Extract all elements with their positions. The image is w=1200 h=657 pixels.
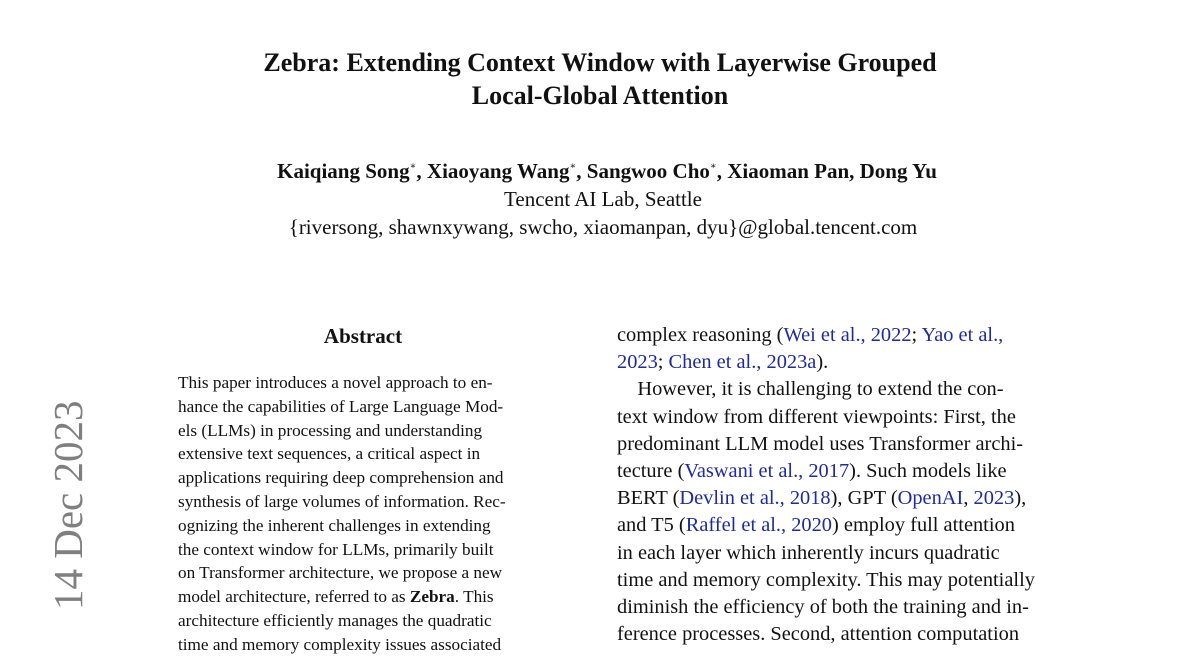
paper-title: [0, 46, 1200, 112]
abstract-line: [178, 633, 558, 657]
text-run: This paper introduces a novel approach to en-: [178, 373, 493, 392]
equal-contribution-mark: ∗: [709, 161, 717, 172]
body-line: [617, 567, 1077, 594]
abstract-line: [178, 609, 558, 633]
text-run: architecture efficiently manages the quadratic: [178, 610, 492, 630]
body-line: [617, 376, 1077, 403]
abstract-line: [178, 395, 558, 419]
text-run: ) employ full attention: [832, 514, 1015, 537]
citation-link[interactable]: Vaswani et al., 2017: [684, 460, 850, 483]
abstract-body: [178, 371, 558, 657]
body-line: [617, 404, 1077, 431]
text-run: ). Such models like: [849, 460, 1007, 483]
body-line: [617, 458, 1077, 485]
citation-link[interactable]: 2023: [617, 351, 658, 374]
abstract-line: [178, 561, 558, 585]
text-run: time and memory complexity. This may potentially: [617, 568, 1035, 591]
author-name: Xiaoman Pan: [727, 159, 850, 183]
abstract-heading: Abstract: [323, 324, 403, 348]
citation-link[interactable]: Yao et al.,: [921, 324, 1004, 346]
emphasis-text: Zebra: [409, 587, 455, 607]
body-line: [617, 431, 1077, 458]
text-run: ), GPT (: [830, 487, 898, 510]
text-run: in each layer which inherently incurs quadratic: [617, 541, 1000, 564]
text-run: . This: [454, 587, 494, 607]
abstract-line: [178, 419, 558, 443]
citation-link[interactable]: Chen et al., 2023a: [668, 351, 817, 374]
text-run: ,: [963, 487, 974, 510]
citation-link[interactable]: Raffel et al., 2020: [685, 514, 832, 537]
text-run: predominant LLM model uses Transformer archi-: [617, 432, 1024, 455]
text-run: synthesis of large volumes of information. Rec-: [178, 491, 506, 511]
citation-link[interactable]: Devlin et al., 2018: [679, 487, 831, 510]
body-line: [617, 322, 1077, 349]
text-run: hance the capabilities of Large Language Mod-: [178, 396, 504, 416]
citation-link[interactable]: OpenAI: [897, 487, 964, 510]
body-line: [617, 540, 1077, 567]
abstract-line: [178, 442, 558, 466]
text-run: However, it is challenging to extend the con-: [617, 378, 1004, 401]
body-line: [617, 512, 1077, 539]
text-run: ognizing the inherent challenges in extending: [178, 515, 491, 535]
body-line: [617, 594, 1077, 621]
text-run: tecture (: [617, 460, 685, 483]
title-line: Zebra: Extending Context Window with Layerwise Grouped: [263, 48, 937, 77]
text-run: extensive text sequences, a critical aspect in: [178, 444, 481, 464]
text-run: the context window for LLMs, primarily built: [178, 539, 494, 559]
text-run: BERT (: [617, 487, 680, 510]
intro-column-text: [617, 322, 1077, 648]
text-run: on Transformer architecture, we propose a new: [178, 563, 503, 583]
citation-link[interactable]: Wei et al., 2022: [783, 324, 912, 346]
author-list: Kaiqiang Song∗, Xiaoyang Wang∗, Sangwoo Cho∗, Xiaoman Pan, Dong Yu: [277, 159, 937, 183]
author-name: Sangwoo Cho: [586, 159, 710, 183]
citation-link[interactable]: 2023: [973, 487, 1015, 510]
text-run: model architecture, referred to as: [178, 587, 410, 607]
equal-contribution-mark: ∗: [409, 161, 417, 172]
text-run: diminish the efficiency of both the training and in-: [617, 596, 1029, 619]
title-line: Local-Global Attention: [471, 81, 729, 110]
affiliation: Tencent AI Lab, Seattle: [504, 187, 702, 211]
body-line: [617, 349, 1077, 376]
author-emails: {riversong, shawnxywang, swcho, xiaomanpan, dyu}@global.tencent.com: [288, 215, 918, 239]
abstract-line: [178, 514, 558, 538]
text-run: complex reasoning (: [617, 324, 784, 346]
author-name: Kaiqiang Song: [277, 159, 410, 183]
abstract-line: [178, 371, 558, 395]
abstract-line: [178, 466, 558, 490]
text-run: ).: [816, 351, 829, 374]
abstract-line: [178, 538, 558, 562]
text-run: els (LLMs) in processing and understanding: [178, 420, 483, 440]
abstract-line: [178, 585, 558, 609]
text-run: and T5 (: [617, 514, 686, 537]
equal-contribution-mark: ∗: [569, 161, 577, 172]
text-run: ference processes. Second, attention computation: [617, 623, 1020, 646]
abstract-line: [178, 490, 558, 514]
text-run: time and memory complexity issues associated: [178, 634, 502, 654]
arxiv-date-stamp: 14 Dec 2023: [45, 400, 91, 610]
author-name: Dong Yu: [859, 159, 937, 183]
author-name: Xiaoyang Wang: [426, 159, 570, 183]
text-run: ;: [911, 324, 922, 346]
text-run: ),: [1014, 487, 1027, 510]
body-line: [617, 485, 1077, 512]
text-run: text window from different viewpoints: First, the: [617, 405, 1016, 428]
body-line: [617, 621, 1077, 648]
text-run: ;: [657, 351, 669, 374]
text-run: applications requiring deep comprehension and: [178, 468, 504, 488]
